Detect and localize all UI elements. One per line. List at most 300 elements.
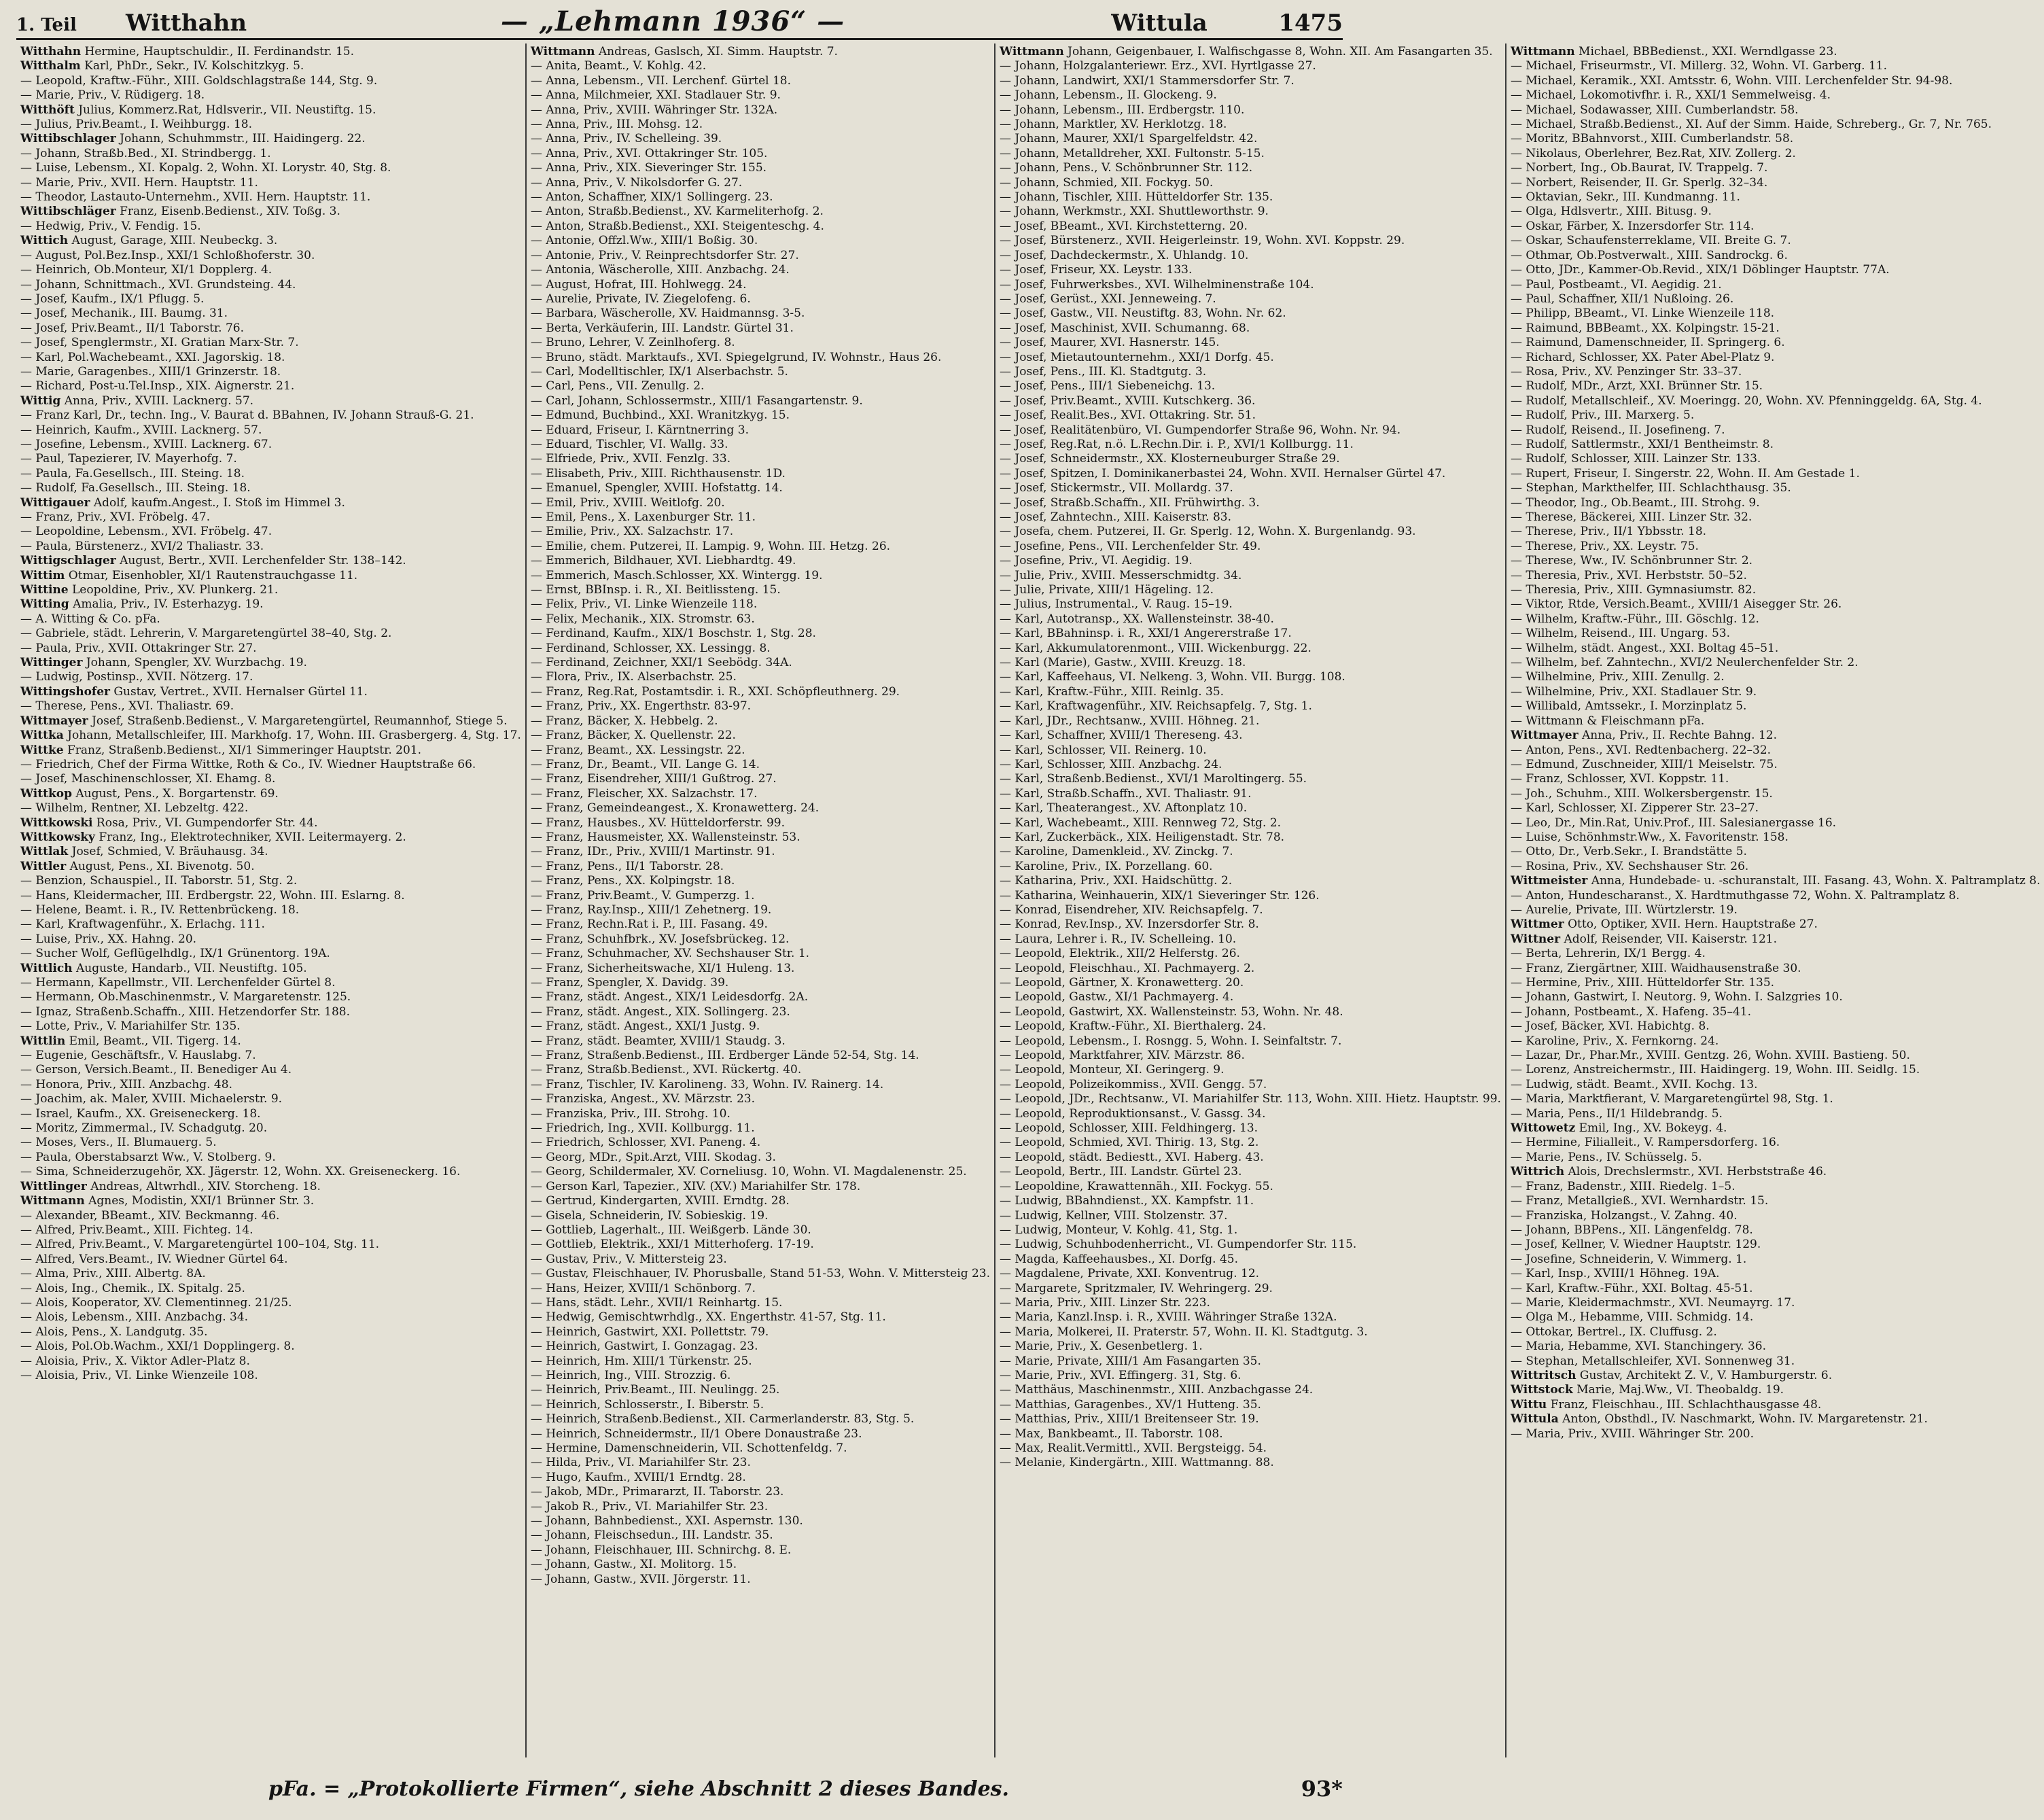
directory-entry [531,1325,990,1340]
directory-entry [20,569,521,583]
directory-entry [20,932,521,947]
entry-details: — Josef, Stickermstr., VII. Mollardg. 37. [1000,481,1233,495]
directory-entry [1511,932,2041,947]
directory-entry [20,147,521,161]
entry-details: — Johann, Postbeamt., X. Hafeng. 35–41. [1510,1004,1752,1019]
directory-entry [20,438,521,452]
directory-entry [531,1398,990,1412]
entry-details: — Karl, Schlosser, XI. Zipperer Str. 23–27. [1510,801,1759,816]
directory-entry [531,1165,990,1179]
entry-details: — Bruno, städt. Marktaufs., XVI. Spiegelgrund, IV. Wohnstr., Haus 26. [530,350,942,364]
directory-entry [1511,103,2041,118]
directory-entry [1511,88,2041,103]
entry-details: — Paula, Bürstenerz., XVI/2 Thaliastr. 33. [20,539,264,553]
directory-entry [1511,583,2041,597]
entry-details: — Ludwig, Schuhbodenherricht., VI. Gumpendorfer Str. 115. [1000,1238,1357,1252]
entry-surname: Wittmann [1000,45,1064,58]
directory-entry [20,321,521,336]
directory-entry [531,1209,990,1223]
directory-entry [531,1543,990,1558]
directory-entry [1000,1209,1501,1223]
entry-details: — Maria, Hebamme, XVI. Stanchingery. 36. [1510,1340,1767,1354]
entry-details: — Stephan, Metallschleifer, XVI. Sonnenweg 31. [1510,1354,1795,1368]
directory-entry [1511,1238,2041,1252]
entry-details: Franz, Ing., Elektrotechniker, XVII. Leitermayerg. 2. [94,830,406,844]
directory-entry [1511,292,2041,307]
entry-details: — Anna, Priv., IV. Schelleing. 39. [530,132,722,146]
entry-details: — August, Hofrat, III. Hohlwegg. 24. [530,277,747,292]
entry-details: — Leopoldine, Lebensm., XVI. Fröbelg. 47. [20,525,272,539]
directory-entry [1000,438,1501,452]
entry-details: — Emil, Pens., X. Laxenburger Str. 11. [530,510,756,524]
directory-entry [1000,1456,1501,1470]
entry-details: — Gustav, Fleischhauer, IV. Phorusballe, Stand 51-53, Wohn. V. Mittersteig 23. [530,1267,991,1281]
directory-entry [20,307,521,321]
entry-details: — Karl, Kaffeehaus, VI. Nelkeng. 3, Wohn. VII. Burgg. 108. [1000,670,1345,684]
entry-details: — Lorenz, Anstreichermstr., III. Haidingerg. 19, Wohn. III. Seidlg. 15. [1510,1063,1920,1077]
directory-entry [531,714,990,729]
directory-entry [20,583,521,597]
entry-surname: Wittowetz [1510,1121,1576,1136]
directory-entry [1511,467,2041,481]
entry-details: — Julie, Private, XIII/1 Hägeling. 12. [1000,583,1214,597]
entry-details: — Israel, Kaufm., XX. Greiseneckerg. 18. [20,1106,261,1121]
directory-entry [531,467,990,481]
directory-entry [1000,1412,1501,1427]
entry-details: — Hermine, Filialleit., V. Rampersdorferg. 16. [1510,1136,1780,1150]
entry-details: — Karoline, Damenkleid., XV. Zinckg. 7. [1000,845,1233,859]
directory-entry [1000,1325,1501,1340]
entry-details: — Otto, Dr., Verb.Sekr., I. Brandstätte 5. [1510,845,1747,859]
entry-details: — Ludwig, BBahndienst., XX. Kampfstr. 11. [1000,1194,1254,1208]
entry-details: — Edmund, Zuschneider, XIII/1 Meiselstr. 75. [1510,757,1778,771]
directory-entry [20,1019,521,1034]
directory-entry [1000,379,1501,393]
directory-entry [1511,1063,2041,1077]
directory-entry [531,321,990,336]
entry-details: — Franz, Priv., XX. Engerthstr. 83-97. [530,699,752,714]
entry-details: — Johann, Lebensm., II. Glockeng. 9. [1000,88,1217,103]
directory-entry [1511,1151,2041,1165]
entry-details: — Wilhelmine, Priv., XIII. Zenullg. 2. [1510,670,1725,684]
directory-entry [531,408,990,423]
directory-entry [531,1253,990,1267]
directory-entry [531,1034,990,1049]
entry-surname: Wittich [20,234,69,248]
directory-entry [531,729,990,743]
entry-details: — Leopold, Bertr., III. Landstr. Gürtel 23. [1000,1165,1242,1179]
entry-details: Andreas, Altwrhdl., XIV. Storcheng. 18. [86,1179,321,1193]
entry-surname: Wittkowski [20,816,93,830]
entry-details: — Josef, Reg.Rat, n.ö. L.Rechn.Dir. i. P., XVI/1 Kollburgg. 11. [1000,437,1354,451]
directory-entry [1511,860,2041,874]
entry-details: — Hans, Kleidermacher, III. Erdbergstr. 22, Wohn. III. Eslarng. 8. [20,888,405,903]
entry-details: — Josef, Fuhrwerksbes., XVI. Wilhelminenstraße 104. [1000,277,1314,292]
entry-details: — Hermann, Ob.Maschinenmstr., V. Margaretenstr. 125. [20,990,351,1004]
directory-entry [1000,874,1501,888]
entry-details: — Anna, Priv., XVI. Ottakringer Str. 105. [530,146,768,160]
entry-details: — Franz, Badenstr., XIII. Riedelg. 1–5. [1510,1179,1735,1193]
directory-entry [531,1485,990,1499]
directory-entry [1000,1194,1501,1208]
directory-entry [1511,714,2041,729]
entry-details: — Johann, Metalldreher, XXI. Fultonstr. 5-15. [1000,146,1265,160]
entry-details: — Johann, Straßb.Bed., XI. Strindbergg. 1. [20,146,271,160]
entry-details: — Aurelie, Private, IV. Ziegelofeng. 6. [530,292,751,306]
directory-entry [20,743,521,758]
entry-surname: Wittu [1510,1397,1547,1412]
directory-entry [1000,161,1501,175]
entry-details: — Philipp, BBeamt., VI. Linke Wienzeile 118. [1510,307,1775,321]
directory-entry [531,336,990,350]
directory-entry [1000,1267,1501,1281]
entry-details: August, Pens., X. Borgartenstr. 69. [71,786,279,801]
entry-details: — Eugenie, Geschäftsfr., V. Hauslabg. 7. [20,1049,256,1063]
entry-details: — Josefine, Schneiderin, V. Wimmerg. 1. [1510,1252,1747,1266]
directory-entry [1511,59,2041,73]
entry-details: — Franziska, Angest., XV. Märzstr. 23. [530,1092,756,1106]
directory-entry [20,220,521,234]
directory-entry [1000,496,1501,510]
entry-details: — Norbert, Reisender, II. Gr. Sperlg. 32–34. [1510,175,1768,190]
directory-entry [1511,1092,2041,1106]
entry-details: — Carl, Pens., VII. Zenullg. 2. [530,379,705,393]
directory-entry [1511,234,2041,248]
entry-details: — Helene, Beamt. i. R., IV. Rettenbrückeng. 18. [20,903,300,917]
directory-entry [531,220,990,234]
entry-details: — Benzion, Schauspiel., II. Taborstr. 51, Stg. 2. [20,874,298,888]
directory-entry [531,1412,990,1427]
directory-entry [1000,1354,1501,1369]
directory-entry [1000,103,1501,118]
directory-entry [1511,1107,2041,1121]
entry-surname: Wittstock [1510,1383,1573,1397]
entry-surname: Wittmayer [1510,729,1579,743]
directory-entry [1511,642,2041,656]
entry-details: — Marie, Pens., IV. Schüsselg. 5. [1510,1150,1702,1164]
directory-entry [531,1471,990,1485]
directory-entry [20,1092,521,1106]
directory-entry [1000,569,1501,583]
entry-details: — Otto, JDr., Kammer-Ob.Revid., XIX/1 Döblinger Hauptstr. 77A. [1510,263,1890,277]
entry-details: — Aloisia, Priv., VI. Linke Wienzeile 108. [20,1368,258,1382]
entry-details: — Felix, Priv., VI. Linke Wienzeile 118. [530,597,758,612]
entry-details: — Hermann, Kapellmstr., VII. Lerchenfelder Gürtel 8. [20,976,336,990]
entry-details: — Hedwig, Priv., V. Fendig. 15. [20,219,201,233]
entry-details: — Franz, Dr., Beamt., VII. Lange G. 14. [530,757,760,771]
entry-details: — Franz Karl, Dr., techn. Ing., V. Baurat d. BBahnen, IV. Johann Strauß-G. 21. [20,408,474,423]
entry-details: Hermine, Hauptschuldir., II. Ferdinandstr. 15. [81,45,355,58]
directory-entry [1000,845,1501,859]
entry-details: — Rudolf, Sattlermstr., XXI/1 Bentheimstr. 8. [1510,437,1774,451]
column-3 [995,43,1506,1757]
directory-entry [1511,1019,2041,1034]
entry-details: — Anna, Priv., XIX. Sieveringer Str. 155. [530,161,767,175]
entry-details: — Johann, Lebensm., III. Erdbergstr. 110. [1000,103,1245,117]
directory-entry [20,976,521,990]
entry-details: — Leopold, Reproduktionsanst., V. Gassg. 34. [1000,1106,1266,1121]
directory-entry [20,379,521,393]
directory-entry [531,1296,990,1310]
directory-entry [531,307,990,321]
entry-details: — Hedwig, Gemischtwrhdlg., XX. Engerthstr. 41-57, Stg. 11. [530,1310,886,1325]
entry-surname: Wittlinger [20,1179,87,1193]
directory-entry [1000,642,1501,656]
entry-details: — Leopold, Gastw., XI/1 Pachmayerg. 4. [1000,990,1234,1004]
entry-details: — Heinrich, Ing., VIII. Strozzig. 6. [530,1368,731,1382]
directory-entry [20,351,521,365]
entry-details: — Hermine, Damenschneiderin, VII. Schottenfeldg. 7. [530,1441,847,1455]
entry-details: Adolf, kaufm.Angest., I. Stoß im Himmel 3. [90,495,345,510]
entry-details: — Michael, Sodawasser, XIII. Cumberlandstr. 58. [1510,103,1799,117]
entry-details: — Leopold, Schmied, XVI. Thirig. 13, Stg. 2. [1000,1136,1259,1150]
directory-entry [20,845,521,859]
entry-details: — Leopold, Kraftw.-Führ., XIII. Goldschlagstraße 144, Stg. 9. [20,73,378,88]
entry-details: — Franz, Bäcker, X. Quellenstr. 22. [530,729,736,743]
directory-entry [1000,612,1501,627]
entry-details: — Johann, Bahnbedienst., XXI. Aspernstr. 130. [530,1514,803,1528]
directory-entry [20,1063,521,1077]
directory-entry [20,59,521,73]
directory-entry [1511,1005,2041,1019]
directory-entry [1511,496,2041,510]
entry-details: — Julius, Instrumental., V. Raug. 15–19. [1000,597,1233,612]
entry-details: — Antonie, Priv., V. Reinprechtsdorfer Str. 27. [530,248,799,262]
directory-entry [1000,467,1501,481]
entry-surname: Wittingshofer [20,684,111,699]
directory-entry [1000,220,1501,234]
directory-entry [1000,1136,1501,1150]
entry-details: — Rudolf, Reisend., II. Josefineng. 7. [1510,423,1725,437]
entry-details: — Richard, Post-u.Tel.Insp., XIX. Aignerstr. 21. [20,379,295,393]
entry-details: Anna, Priv., II. Rechte Bahng. 12. [1578,729,1778,743]
entry-details: — Johann, Fleischhauer, III. Schnirchg. 8. E. [530,1543,792,1557]
directory-entry [20,597,521,612]
directory-entry [531,1049,990,1063]
directory-entry [1511,481,2041,495]
directory-entry [1000,816,1501,830]
directory-entry [1511,990,2041,1004]
entry-surname: Wittkowsky [20,830,95,844]
entry-details: Adolf, Reisender, VII. Kaiserstr. 121. [1560,932,1778,946]
directory-entry [531,569,990,583]
directory-entry [1000,1019,1501,1034]
entry-details: — Franz, Hausmeister, XX. Wallensteinstr. 53. [530,830,800,844]
entry-details: — Josef, Dachdeckermstr., X. Uhlandg. 10. [1000,248,1249,262]
directory-entry [1000,554,1501,568]
directory-entry [1511,132,2041,146]
directory-entry [531,1383,990,1397]
directory-entry [20,685,521,699]
entry-details: Johann, Geigenbauer, I. Walfischgasse 8, Wohn. XII. Am Fasangarten 35. [1063,45,1493,58]
directory-entry [1000,627,1501,641]
entry-details: — Emmerich, Masch.Schlosser, XX. Wintergg. 19. [530,568,823,582]
entry-details: — Franz, Hausbes., XV. Hütteldorferstr. 99. [530,816,786,830]
footnote: pFa. = „Protokollierte Firmen“, siehe Abschnitt 2 dieses Bandes. [268,1777,1009,1801]
entry-surname: Wittke [20,743,64,757]
entry-details: — Matthäus, Maschinenmstr., XIII. Anzbachgasse 24. [1000,1383,1314,1397]
entry-details: — Karl, Theaterangest., XV. Aftonplatz 10. [1000,801,1248,816]
directory-entry [531,1238,990,1252]
directory-entry [1000,59,1501,73]
entry-details: — Josef, Bäcker, XVI. Habichtg. 8. [1510,1019,1710,1034]
entry-surname: Wittritsch [1510,1368,1576,1382]
entry-details: — Karl, Wachebeamt., XIII. Rennweg 72, Stg. 2. [1000,816,1282,830]
directory-entry [20,1136,521,1150]
directory-entry [531,365,990,379]
directory-entry [531,118,990,132]
directory-entry [1000,1310,1501,1325]
directory-entry [1511,1253,2041,1267]
entry-details: — Paul, Postbeamt., VI. Aegidig. 21. [1510,277,1722,292]
entry-details: — Josef, Schneidermstr., XX. Klosterneuburger Straße 29. [1000,452,1340,466]
directory-entry [20,1253,521,1267]
directory-entry [1511,597,2041,612]
directory-entry [1511,1427,2041,1441]
directory-entry [531,379,990,393]
entry-details: — Karl, JDr., Rechtsanw., XVIII. Höhneg. 21. [1000,714,1260,728]
directory-entry [531,743,990,758]
directory-entry [1511,1398,2041,1412]
directory-entry [20,161,521,175]
entry-details: — Hilda, Priv., VI. Mariahilfer Str. 23. [530,1456,751,1470]
entry-details: — Alma, Priv., XIII. Albertg. 8A. [20,1267,206,1281]
entry-details: — Carl, Johann, Schlossermstr., XIII/1 Fasangartenstr. 9. [530,393,863,408]
directory-entry [20,860,521,874]
directory-entry [1511,874,2041,888]
directory-entry [1000,176,1501,190]
directory-entry [531,801,990,816]
directory-entry [20,758,521,772]
entry-details: — Michael, Friseurmstr., VI. Millerg. 32, Wohn. VI. Garberg. 11. [1510,59,1888,73]
directory-entry [20,263,521,277]
entry-details: — Paula, Fa.Gesellsch., III. Steing. 18. [20,466,245,480]
entry-details: — Melanie, Kindergärtn., XIII. Wattmanng. 88. [1000,1456,1274,1470]
directory-entry [531,1151,990,1165]
entry-details: — Johann, Pens., V. Schönbrunner Str. 112. [1000,161,1253,175]
entry-details: — Karl (Marie), Gastw., XVIII. Kreuzg. 18. [1000,656,1246,670]
entry-details: — Jakob R., Priv., VI. Mariahilfer Str. 23. [530,1499,769,1513]
entry-details: — Anton, Straßb.Bedienst., XV. Karmeliterhofg. 2. [530,205,824,219]
directory-entry [1511,161,2041,175]
entry-details: — Ludwig, städt. Beamt., XVII. Kochg. 13. [1510,1077,1758,1091]
page-header [16,5,1343,35]
directory-entry [20,874,521,888]
entry-details: — Joachim, ak. Maler, XVIII. Michaelerstr. 9. [20,1092,283,1106]
entry-details: — Aloisia, Priv., X. Viktor Adler-Platz 8. [20,1354,250,1368]
entry-details: — Franz, Bäcker, X. Hebbelg. 2. [530,714,718,728]
entry-details: — Alois, Pol.Ob.Wachm., XXI/1 Dopplingerg. 8. [20,1340,295,1354]
entry-details: Franz, Eisenb.Bedienst., XIV. Toßg. 3. [116,205,340,219]
directory-entry [1511,554,2041,568]
directory-entry [1511,917,2041,932]
entry-details: — Franz, Ziergärtner, XIII. Waidhausenstraße 30. [1510,961,1801,975]
entry-details: — Josef, Kellner, V. Wiedner Hauptstr. 129. [1510,1238,1761,1252]
entry-details: — Marie, Private, XIII/1 Am Fasangarten 35. [1000,1354,1261,1368]
entry-details: — Karl, Autotransp., XX. Wallensteinstr. 38-40. [1000,612,1274,626]
entry-details: — Othmar, Ob.Postverwalt., XIII. Sandrockg. 6. [1510,248,1788,262]
directory-entry [20,816,521,830]
entry-details: — Alfred, Vers.Beamt., IV. Wiedner Gürtel 64. [20,1252,288,1266]
directory-entry [531,1267,990,1281]
directory-entry [1000,1034,1501,1049]
directory-entry [1511,1078,2041,1092]
directory-columns [16,43,2041,1757]
directory-entry [1000,510,1501,525]
entry-details: — Karl, Schlosser, XIII. Anzbachg. 24. [1000,757,1222,771]
entry-details: — Julie, Priv., XVIII. Messerschmidtg. 34. [1000,568,1242,582]
entry-details: — Franz, Schlosser, XVI. Koppstr. 11. [1510,772,1729,786]
entry-details: Amalia, Priv., IV. Esterhazyg. 19. [69,597,264,612]
entry-details: Franz, Fleischhau., III. Schlachthausgasse 48. [1547,1397,1822,1412]
directory-entry [531,830,990,845]
directory-entry [531,205,990,219]
directory-entry [531,88,990,103]
directory-entry [1000,249,1501,263]
entry-surname: Wittim [20,568,65,582]
directory-entry [531,1121,990,1136]
directory-entry [1511,699,2041,714]
entry-details: — Leopold, Fleischhau., XI. Pachmayerg. 2. [1000,961,1255,975]
directory-entry [531,1078,990,1092]
directory-entry [1000,1253,1501,1267]
entry-surname: Wittlich [20,961,73,975]
entry-details: — Franz, Reg.Rat, Postamtsdir. i. R., XXI. Schöpfleuthnerg. 29. [530,684,900,699]
directory-entry [20,88,521,103]
entry-details: — Franziska, Priv., III. Strohg. 10. [530,1106,730,1121]
entry-details: — Franz, Ray.Insp., XIII/1 Zehetnerg. 19. [530,903,772,917]
directory-entry [1000,321,1501,336]
directory-entry [1511,45,2041,59]
entry-details: — Josef, Mechanik., III. Baumg. 31. [20,307,228,321]
entry-details: — Emilie, Priv., XX. Salzachstr. 17. [530,525,734,539]
directory-entry [20,481,521,495]
entry-details: — Anton, Straßb.Bedienst., XXI. Steigenteschg. 4. [530,219,824,233]
directory-entry [1511,889,2041,903]
directory-entry [1000,525,1501,539]
directory-entry [1000,990,1501,1004]
entry-details: — Josef, Maschinist, XVII. Schumanng. 68. [1000,321,1250,335]
directory-entry [1000,1223,1501,1238]
entry-details: — Therese, Pens., XVI. Thaliastr. 69. [20,699,234,714]
entry-details: — Willibald, Amtssekr., I. Morzinplatz 5. [1510,699,1747,714]
entry-details: — Oskar, Schaufensterreklame, VII. Breite G. 7. [1510,234,1791,248]
entry-surname: Witting [20,597,69,612]
directory-entry [531,249,990,263]
entry-details: — Gisela, Schneiderin, IV. Sobieskig. 19. [530,1208,769,1223]
entry-details: — Berta, Verkäuferin, III. Landstr. Gürtel 31. [530,321,794,335]
entry-details: — Nikolaus, Oberlehrer, Bez.Rat, XIV. Zollerg. 2. [1510,146,1796,160]
entry-details: — Rosa, Priv., XV. Penzinger Str. 33–37. [1510,364,1742,379]
entry-details: — Anton, Hundescharanst., X. Hardtmuthgasse 72, Wohn. X. Paltramplatz 8. [1510,888,1960,903]
directory-entry [20,365,521,379]
part-label: 1. Teil [16,15,77,35]
entry-details: — Therese, Bäckerei, XIII. Linzer Str. 32. [1510,510,1752,524]
entry-details: August, Bertr., XVII. Lerchenfelder Str. 138–142. [116,554,406,568]
entry-details: — Hans, städt. Lehr., XVII/1 Reinhartg. 15. [530,1295,783,1310]
directory-entry [1000,962,1501,976]
entry-details: — Antonie, Offzl.Ww., XIII/1 Boßig. 30. [530,234,758,248]
directory-entry [20,394,521,408]
directory-entry [1511,1340,2041,1354]
page-number: 1475 [1278,10,1343,37]
directory-entry [531,496,990,510]
directory-entry [1000,1151,1501,1165]
directory-entry [1000,743,1501,758]
directory-entry [1000,365,1501,379]
entry-details: — Franz, städt. Angest., XIX. Sollingerg. 23. [530,1004,790,1019]
directory-entry [531,176,990,190]
